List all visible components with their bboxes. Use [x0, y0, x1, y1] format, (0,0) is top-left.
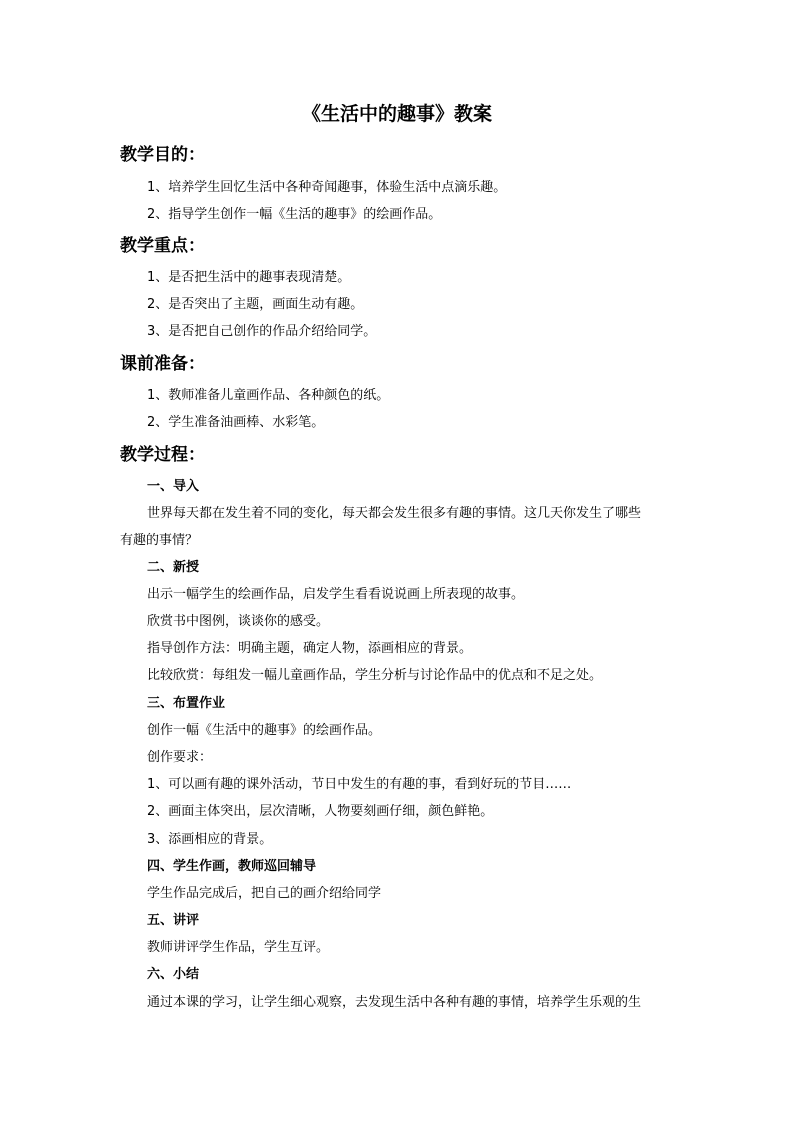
prep-item: 1、教师准备儿童画作品、各种颜色的纸。 [147, 388, 390, 403]
paragraph-line: 创作一幅《生活中的趣事》的绘画作品。 [147, 723, 382, 738]
heading-preparation: 课前准备： [120, 354, 205, 374]
heading-teaching-process: 教学过程： [120, 445, 205, 465]
paragraph-line: 欣赏书中图例，谈谈你的感受。 [147, 614, 330, 629]
focus-item: 1、是否把生活中的趣事表现清楚。 [147, 270, 351, 285]
paragraph-line: 比较欣赏：每组发一幅儿童画作品，学生分析与讨论作品中的优点和不足之处。 [147, 668, 603, 683]
paragraph-line: 通过本课的学习，让学生细心观察，去发现生活中各种有趣的事情，培养学生乐观的生 [147, 995, 642, 1010]
document-title: 《生活中的趣事》教案 [301, 103, 492, 125]
prep-item: 2、学生准备油画棒、水彩笔。 [147, 415, 325, 430]
subheading-review: 五、讲评 [147, 913, 200, 928]
subheading-student-drawing: 四、学生作画，教师巡回辅导 [147, 859, 317, 874]
subheading-assignment: 三、布置作业 [147, 696, 226, 711]
goal-item: 2、指导学生创作一幅《生活的趣事》的绘画作品。 [147, 207, 442, 222]
subheading-new-lesson: 二、新授 [147, 560, 200, 575]
paragraph-line: 1、可以画有趣的课外活动，节日中发生的有趣的事，看到好玩的节目…… [147, 777, 572, 792]
subheading-summary: 六、小结 [147, 967, 200, 982]
paragraph-line: 教师讲评学生作品，学生互评。 [147, 940, 330, 955]
paragraph-line: 世界每天都在发生着不同的变化，每天都会发生很多有趣的事情。这几天你发生了哪些 [147, 506, 642, 521]
paragraph-line: 指导创作方法：明确主题，确定人物，添画相应的背景。 [147, 641, 473, 656]
subheading-intro: 一、导入 [147, 479, 200, 494]
focus-item: 2、是否突出了主题，画面生动有趣。 [147, 297, 364, 312]
focus-item: 3、是否把自己创作的作品介绍给同学。 [147, 324, 377, 339]
paragraph-line: 有趣的事情？ [120, 533, 199, 548]
paragraph-line: 学生作品完成后，把自己的画介绍给同学 [147, 886, 382, 901]
paragraph-line: 2、画面主体突出，层次清晰，人物要刻画仔细，颜色鲜艳。 [147, 804, 494, 819]
paragraph-line: 出示一幅学生的绘画作品，启发学生看看说说画上所表现的故事。 [147, 587, 525, 602]
paragraph-line: 创作要求： [147, 750, 213, 765]
heading-teaching-goals: 教学目的： [120, 145, 205, 165]
goal-item: 1、培养学生回忆生活中各种奇闻趣事，体验生活中点滴乐趣。 [147, 180, 507, 195]
paragraph-line: 3、添画相应的背景。 [147, 832, 273, 847]
heading-teaching-focus: 教学重点： [120, 236, 205, 256]
